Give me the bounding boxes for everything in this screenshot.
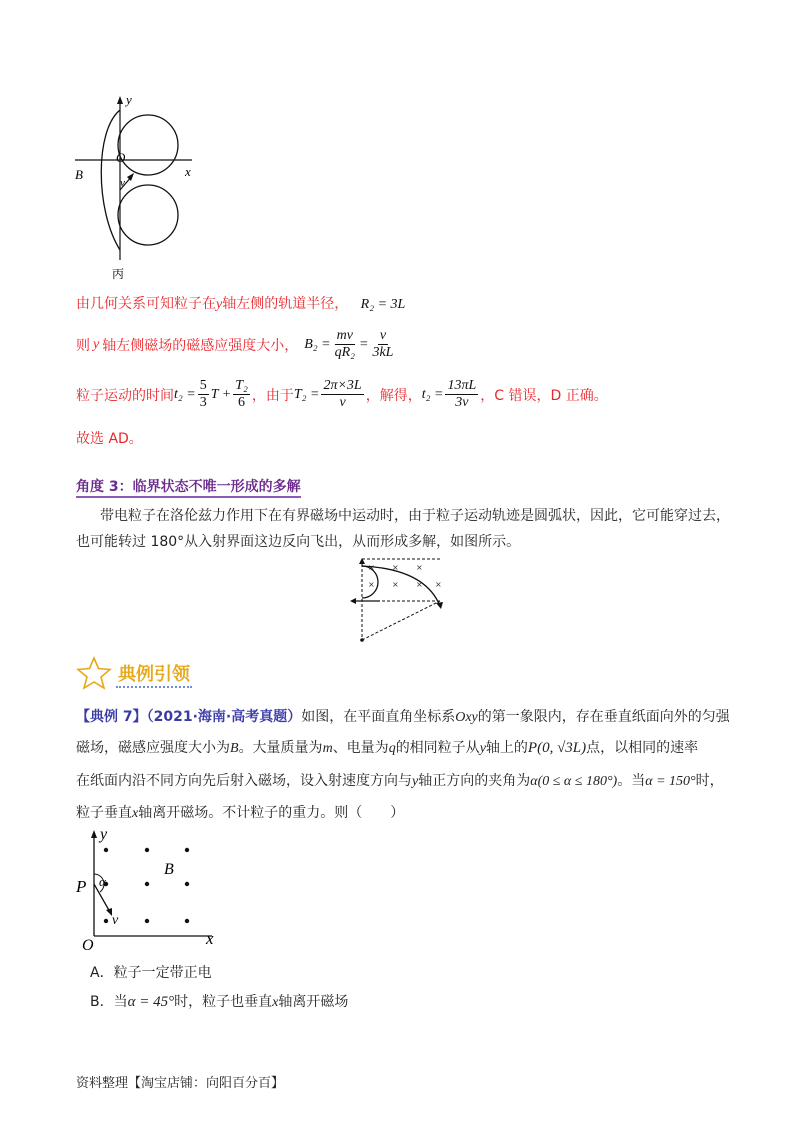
diagram-y-label: y [100, 826, 108, 843]
diagram-origin-label: O [82, 937, 94, 950]
example-source: （2021·海南·高考真题） [146, 709, 302, 725]
choice-text: B．当 [90, 994, 128, 1010]
example7-line-3 [76, 770, 796, 790]
var-x: x [132, 806, 139, 821]
formula-T2: T₂ = [293, 386, 320, 402]
var-y: y [479, 741, 486, 756]
choice-a: A．粒子一定带正电 [90, 965, 212, 981]
solution-text: ，解得， [365, 387, 422, 404]
svg-text:×: × [368, 580, 375, 589]
diagram-p-label: P [76, 877, 87, 896]
denominator: 3kL [372, 345, 394, 360]
var-y: y [93, 336, 100, 352]
var-oxy: Oxy [455, 710, 478, 725]
fraction [370, 328, 395, 361]
example-text: 如图，在平面直角坐标系 [301, 709, 456, 725]
alpha-range: α(0 ≤ α ≤ 180°) [530, 774, 618, 789]
denominator: 3 [199, 395, 207, 410]
svg-text:×: × [392, 580, 399, 589]
example-text: 的第一象限内，存在垂直纸面向外的匀强 [477, 709, 730, 725]
solution-line-4: 故选 AD。 [76, 431, 143, 447]
example-text: 粒子垂直 [76, 805, 132, 821]
denominator: qR₂ [334, 345, 356, 360]
var-q: q [388, 741, 396, 756]
lower-circle-trajectory [118, 185, 178, 245]
star-icon [76, 656, 112, 690]
formula-part: T + [210, 386, 232, 402]
choice-text: 时，粒子也垂直 [174, 994, 273, 1010]
example-text: 。当 [617, 773, 646, 789]
angle3-paragraph-2: 也可能转过 180°从入射界面这边反向飞出，从而形成多解，如图所示。 [76, 534, 521, 550]
example-text: 轴离开磁场。不计粒子的重力。则（ ） [138, 805, 405, 821]
example-text: 轴上的 [485, 740, 528, 756]
left-arc-trajectory [101, 110, 120, 250]
y-axis-arrow-icon [117, 96, 123, 104]
example-text: 。大量质量为 [238, 740, 323, 756]
solution-text: ，C 错误，D 正确。 [480, 387, 608, 404]
angle3-paragraph-1: 带电粒子在洛伦兹力作用下在有界磁场中运动时，由于粒子运动轨迹是圆弧状，因此，它可能穿过去， [100, 508, 730, 524]
diagram-x-label: x [185, 164, 191, 179]
var-m: m [322, 741, 333, 756]
diagram-b-label: B [75, 167, 83, 182]
boundary-field-diagram [340, 554, 455, 646]
example-text: 的相同粒子从 [395, 740, 480, 756]
numerator: 2π×3L [323, 378, 362, 393]
formula-b2: B₂ = [304, 336, 331, 352]
example-text: 、电量为 [332, 740, 389, 756]
numerator: v [379, 328, 387, 343]
formula-r2: R₂ = 3L [360, 297, 406, 312]
denominator: 3v [455, 395, 469, 410]
numerator: 13πL [447, 378, 477, 393]
example-text: 点，以相同的速率 [586, 740, 699, 756]
center-dot [360, 638, 364, 642]
diagram-caption: 丙 [112, 267, 125, 281]
point-P-coord: P(0, √3L) [527, 740, 587, 756]
alpha-45: α = 45° [127, 994, 175, 1010]
solution-line-2 [76, 328, 397, 361]
diagram-origin-label: O [116, 150, 126, 165]
field-dots [104, 848, 189, 923]
numerator: T₂ [235, 378, 248, 393]
choice-text: 轴离开磁场 [278, 994, 349, 1010]
footer-text: 资料整理【淘宝店铺：向阳百分百】 [76, 1076, 285, 1091]
fraction [198, 378, 209, 411]
fraction [445, 378, 478, 411]
solution-text: 粒子运动的时间 [76, 387, 174, 404]
numerator: 5 [199, 378, 207, 393]
diagram-x-label: x [206, 929, 214, 948]
numerator: mv [336, 328, 353, 343]
upper-circle-trajectory [118, 115, 178, 175]
example-text: 磁场，磁感应强度大小为 [76, 740, 230, 756]
example7-field-diagram [72, 826, 222, 950]
example-text: 轴正方向的夹角为 [418, 773, 531, 789]
svg-text:×: × [392, 563, 399, 572]
radius-line [362, 601, 440, 640]
diagram-y-label: y [126, 92, 132, 107]
solution-line-1 [76, 293, 405, 313]
var-y: y [412, 774, 419, 789]
solution-line-3 [76, 378, 608, 411]
example-label: 【典例 7】 [76, 709, 147, 725]
fraction [333, 328, 357, 361]
solution-text: 则 [76, 337, 90, 354]
example7-line-2 [76, 737, 796, 757]
choice-b [90, 991, 348, 1011]
formula-t2-result: t₂ = [421, 386, 444, 402]
example7-line-4 [76, 802, 796, 822]
denominator: 6 [238, 395, 246, 410]
diagram-alpha-label: α [99, 874, 106, 889]
diagram-b-label: B [164, 861, 174, 878]
section-title: 典例引领 [118, 664, 190, 685]
solution-text: 轴左侧磁场的磁感应强度大小， [102, 337, 299, 354]
solution-text: ，由于 [251, 387, 294, 404]
example-text: 时， [695, 773, 724, 789]
diagram-v-label: v [112, 913, 119, 928]
y-axis-arrow-icon [91, 830, 97, 838]
section-title-underline [116, 686, 192, 688]
arrow-down-right-icon [436, 602, 443, 609]
var-B: B [230, 741, 239, 756]
example-text: 在纸面内沿不同方向先后射入磁场，设入射速度方向与 [76, 773, 412, 789]
fraction [233, 378, 250, 411]
formula-t2: t₂ = [174, 386, 196, 402]
alpha-150: α = 150° [645, 774, 696, 789]
example7-line-1 [76, 706, 796, 726]
svg-text:×: × [435, 580, 442, 589]
angle3-heading: 角度 3：临界状态不唯一形成的多解 [76, 476, 301, 498]
equals: = [359, 336, 369, 352]
svg-text:×: × [416, 563, 423, 572]
solution-text: 由几何关系可知粒子在 [76, 296, 216, 312]
denominator: v [339, 395, 346, 410]
var-y: y [216, 297, 223, 312]
arrow-left-icon [350, 598, 356, 604]
fraction [321, 378, 363, 411]
svg-text:×: × [368, 563, 375, 572]
var-x: x [272, 995, 279, 1010]
solution-text: 轴左侧的轨道半径， [222, 296, 349, 312]
diagram-v-label: v [120, 177, 125, 189]
svg-text:×: × [416, 580, 423, 589]
trajectory-diagram-bing [70, 90, 200, 285]
